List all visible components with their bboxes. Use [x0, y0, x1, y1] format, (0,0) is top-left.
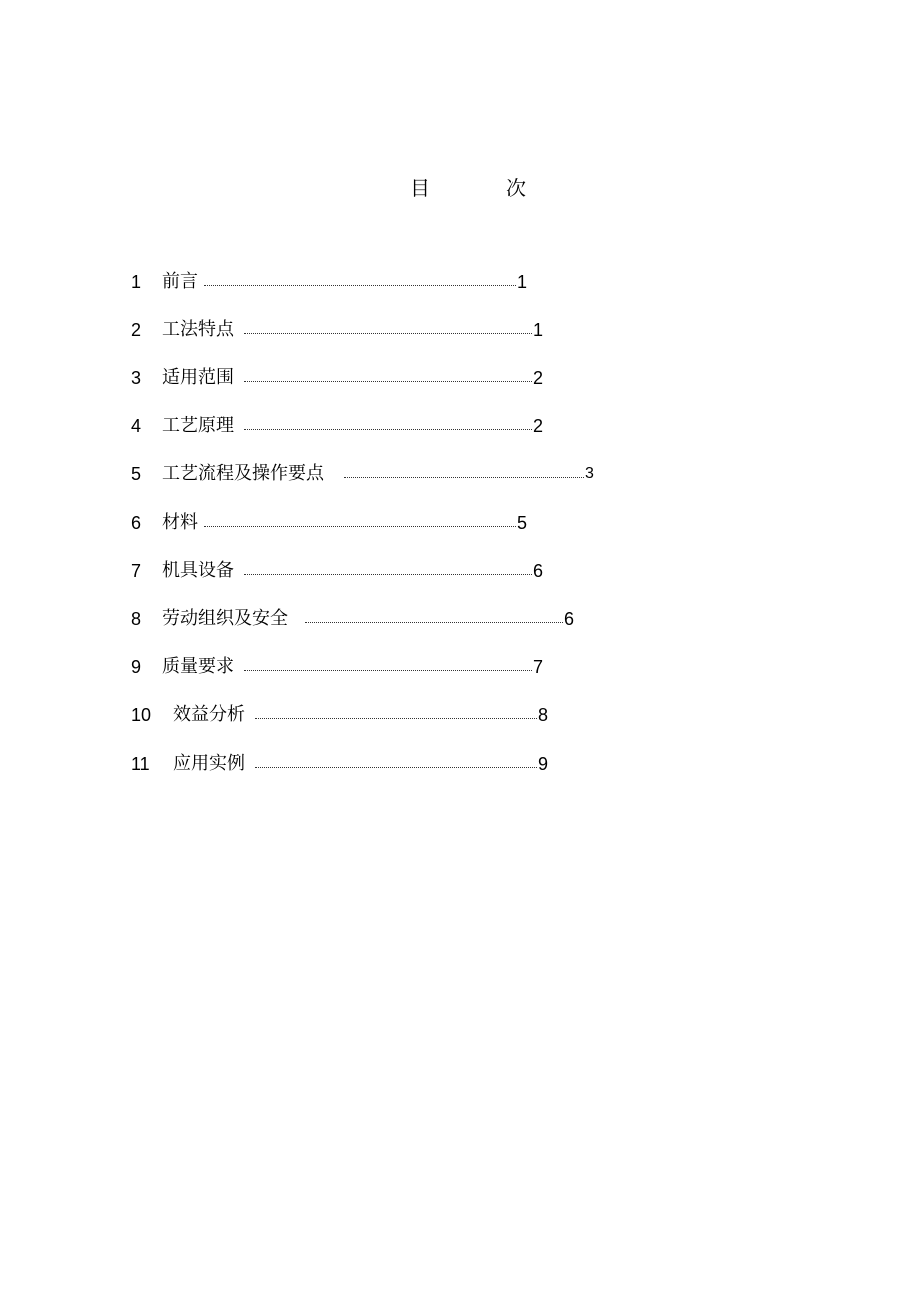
toc-entry-page: 5 — [517, 513, 528, 533]
toc-entry-number: 3 — [131, 368, 142, 388]
toc-entry-number: 6 — [131, 513, 142, 533]
toc-entry-7[interactable] — [0, 556, 920, 586]
toc-entry-10[interactable] — [0, 700, 920, 730]
toc-entry-2[interactable] — [0, 315, 920, 345]
toc-entry-title: 劳动组织及安全 — [162, 608, 288, 629]
toc-entry-page: 1 — [533, 320, 544, 340]
toc-dot-leader — [244, 429, 532, 430]
toc-entry-title: 机具设备 — [162, 560, 234, 581]
toc-entry-page: 8 — [538, 705, 549, 725]
toc-entry-page: 6 — [533, 561, 544, 581]
toc-dot-leader — [204, 285, 516, 286]
toc-entry-title: 工艺流程及操作要点 — [162, 463, 324, 484]
toc-entry-title: 工法特点 — [162, 319, 234, 340]
title-char-1: 目 — [410, 176, 430, 200]
toc-entry-11[interactable] — [0, 749, 920, 779]
toc-entry-title: 质量要求 — [162, 656, 234, 677]
toc-entry-5[interactable] — [0, 459, 920, 489]
toc-entry-number: 10 — [131, 705, 152, 725]
toc-entry-number: 2 — [131, 320, 142, 340]
toc-entry-title: 工艺原理 — [162, 415, 234, 436]
toc-entry-title: 效益分析 — [173, 704, 245, 725]
toc-entry-page: 6 — [564, 609, 575, 629]
toc-dot-leader — [255, 718, 537, 719]
toc-dot-leader — [244, 670, 532, 671]
toc-dot-leader — [305, 622, 563, 623]
toc-entry-3[interactable] — [0, 363, 920, 393]
toc-dot-leader — [244, 574, 532, 575]
toc-entry-8[interactable] — [0, 604, 920, 634]
toc-dot-leader — [344, 477, 584, 478]
toc-dot-leader — [255, 767, 537, 768]
toc-dot-leader — [204, 526, 516, 527]
toc-entry-1[interactable] — [0, 267, 920, 297]
toc-dot-leader — [244, 381, 532, 382]
toc-entry-number: 7 — [131, 561, 142, 581]
toc-entry-number: 4 — [131, 416, 142, 436]
toc-entry-4[interactable] — [0, 411, 920, 441]
toc-entry-page: 2 — [533, 368, 544, 388]
toc-entry-number: 5 — [131, 464, 142, 484]
toc-entry-title: 材料 — [162, 512, 198, 533]
toc-entry-number: 11 — [131, 754, 150, 774]
toc-entry-title: 前言 — [162, 271, 198, 292]
toc-dot-leader — [244, 333, 532, 334]
toc-entry-page: 2 — [533, 416, 544, 436]
toc-entry-title: 应用实例 — [173, 753, 245, 774]
title-char-2: 次 — [506, 176, 526, 200]
toc-entry-number: 8 — [131, 609, 142, 629]
toc-entry-9[interactable] — [0, 652, 920, 682]
toc-entry-page: 1 — [517, 272, 528, 292]
toc-entry-number: 9 — [131, 657, 142, 677]
toc-entry-page: 9 — [538, 754, 549, 774]
toc-entry-number: 1 — [131, 272, 142, 292]
toc-entry-6[interactable] — [0, 508, 920, 538]
toc-entry-page: 3 — [585, 465, 594, 482]
toc-entry-page: 7 — [533, 657, 544, 677]
toc-entry-title: 适用范围 — [162, 367, 234, 388]
